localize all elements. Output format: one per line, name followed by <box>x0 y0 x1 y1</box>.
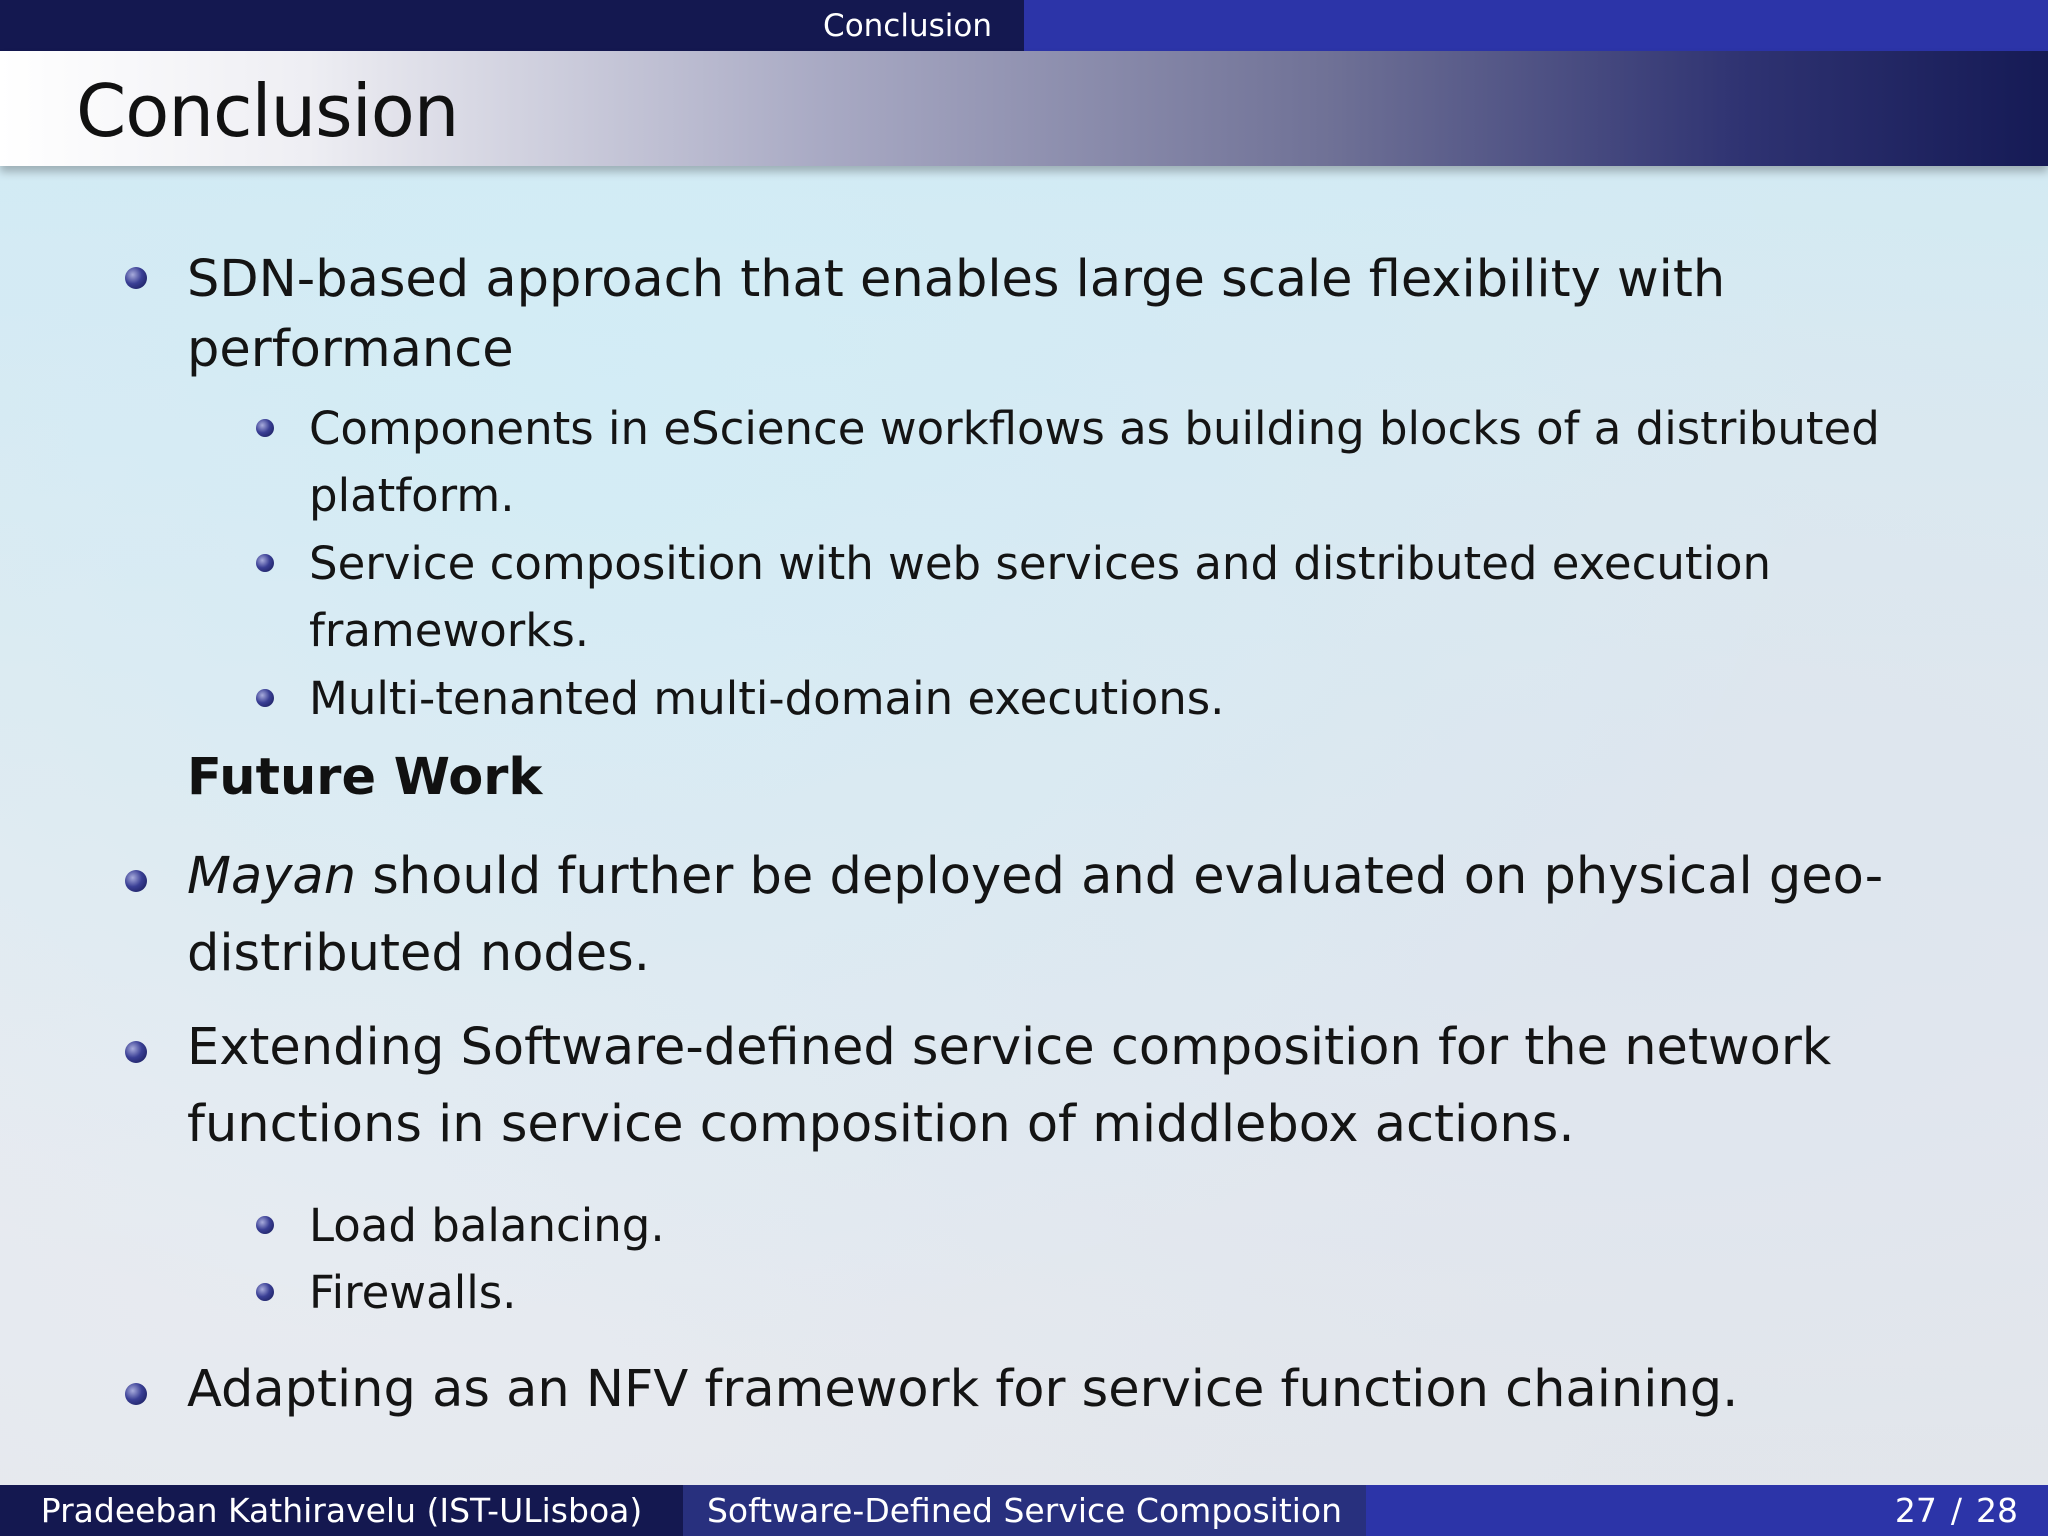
title-bar <box>0 51 2048 166</box>
bullet-icon <box>256 1216 274 1234</box>
page-total: 28 <box>1976 1491 2018 1530</box>
bullet-item: Adapting as an NFV framework for service function chaining. <box>187 1360 1739 1419</box>
bullet-icon <box>125 1383 147 1405</box>
bullet-icon <box>256 419 274 437</box>
sub-bullet-item: Multi-tenanted multi-domain executions. <box>309 672 1225 725</box>
page-separator: / <box>1950 1491 1962 1530</box>
sub-bullet-item: Load balancing. <box>309 1199 665 1252</box>
nav-section-link[interactable]: Conclusion <box>823 7 992 44</box>
footer-author[interactable]: Pradeeban Kathiravelu (IST-ULisboa) <box>40 1491 643 1530</box>
bullet-icon <box>256 554 274 572</box>
footer-title-area <box>683 1485 1366 1536</box>
sub-bullet-item: Components in eScience workflows as building blocks of a distributed platform. <box>309 402 1880 522</box>
bullet-icon <box>256 689 274 707</box>
bullet-item <box>187 838 1947 992</box>
nav-section-area <box>0 0 1024 51</box>
footer-bar <box>0 1485 2048 1536</box>
sub-bullet-item: Firewalls. <box>309 1266 517 1319</box>
system-name: Mayan <box>187 847 357 906</box>
top-navigation-bar <box>0 0 2048 51</box>
footer-author-area <box>0 1485 683 1536</box>
page-number: 27 <box>1894 1491 1937 1530</box>
future-work-heading: Future Work <box>187 748 543 807</box>
nav-right-area <box>1024 0 2048 51</box>
footer-page-area <box>1366 1485 2048 1536</box>
bullet-icon <box>256 1283 274 1301</box>
bullet-item: Extending Software-defined service composition for the network functions in service composition of middlebox actions. <box>187 1018 1832 1154</box>
bullet-icon <box>125 267 147 289</box>
slide-title: Conclusion <box>76 69 459 153</box>
bullet-text: should further be deployed and evaluated on physical geo-distributed nodes. <box>187 847 1884 983</box>
bullet-item: SDN-based approach that enables large scale flexibility with performance <box>187 250 1726 379</box>
bullet-icon <box>125 870 147 892</box>
footer-talk-title[interactable]: Software-Defined Service Composition <box>706 1491 1343 1530</box>
sub-bullet-item: Service composition with web services and distributed execution frameworks. <box>309 537 1772 657</box>
bullet-icon <box>125 1041 147 1063</box>
